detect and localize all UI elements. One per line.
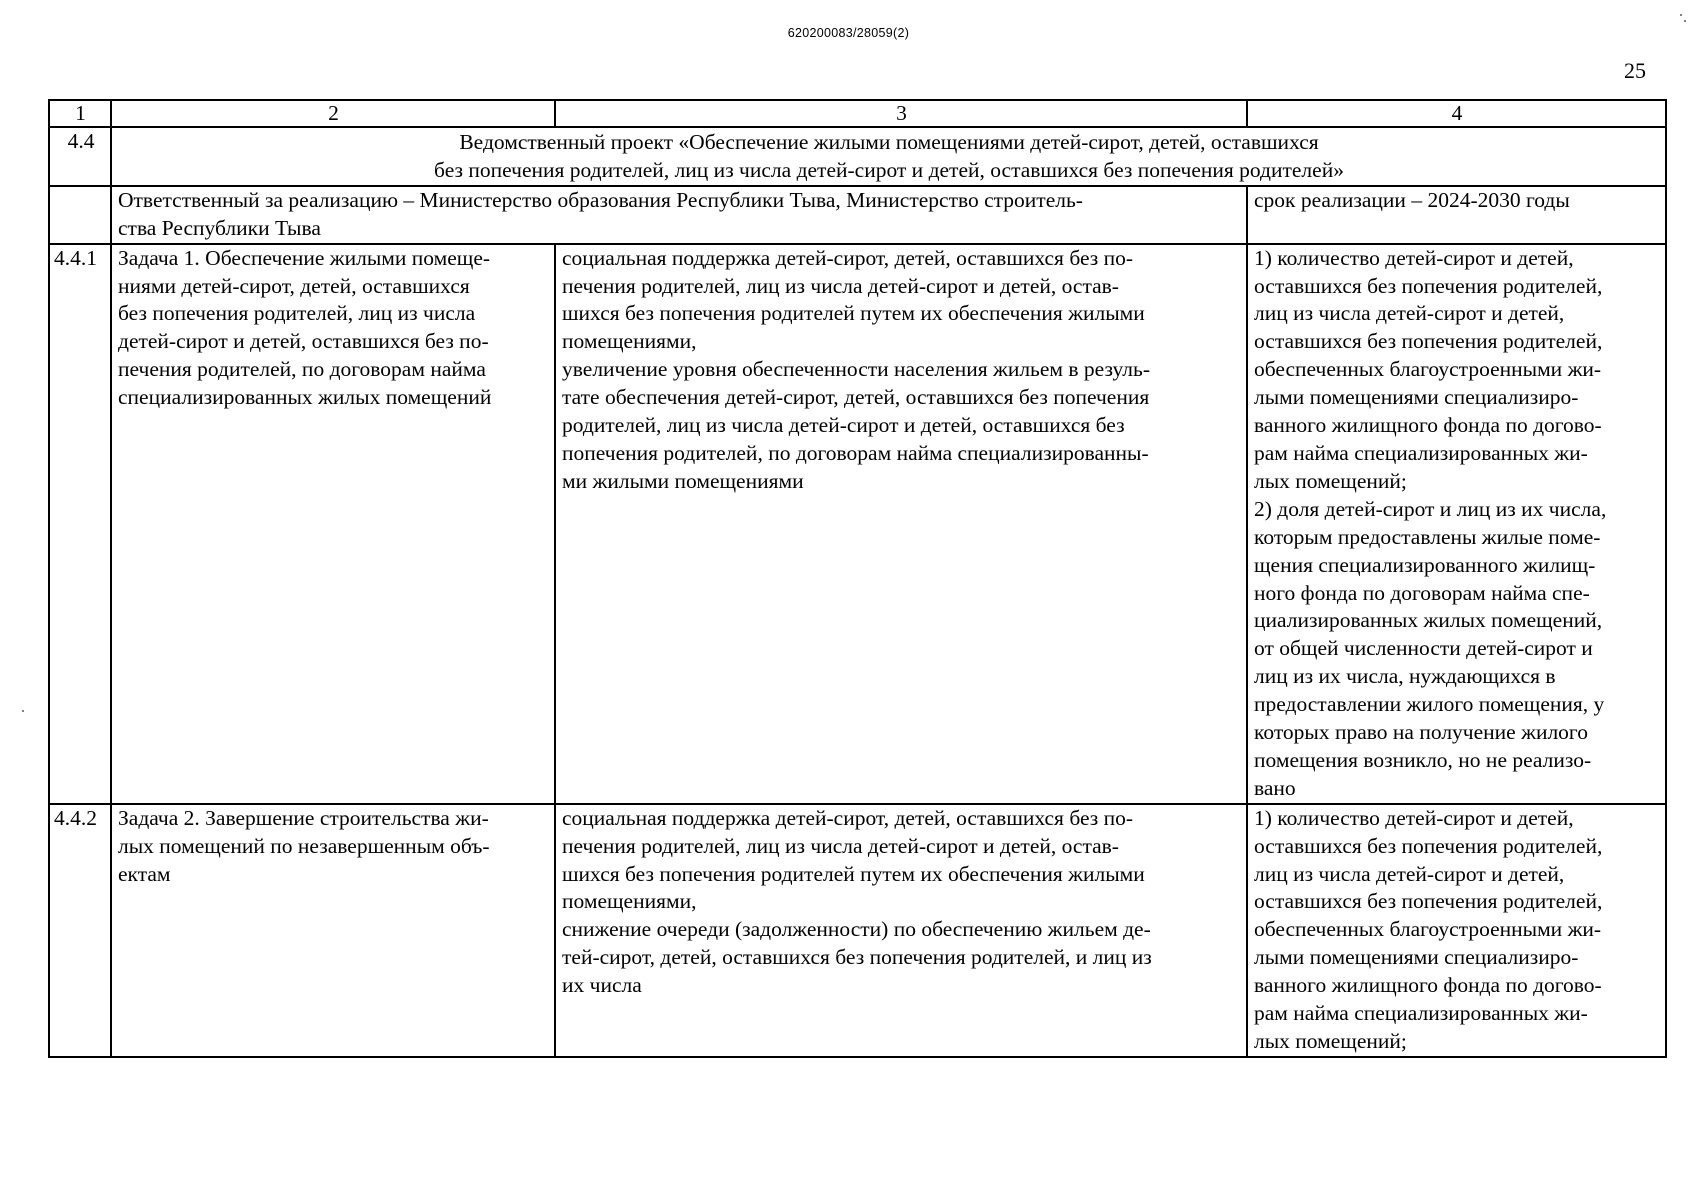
task-effects: социальная поддержка детей-сирот, детей, оставшихся без по- печения родителей, лиц из числа детей-сирот и детей, остав- шихся без попечения родителей путем их обеспечения жилыми помещениями, увеличение уровня обеспеченности населения жильем в резуль- тате обеспечения детей-сирот, детей, оставшихся без попечения родителей, лиц из числа детей-сирот и детей, оставшихся без попечения родителей, по договорам найма специализированны- ми жилыми помещениями (555, 244, 1247, 804)
table-row (49, 804, 1666, 1057)
responsible-line-2: ства Республики Тыва (118, 215, 321, 240)
column-header-row (49, 100, 1666, 127)
column-header-4: 4 (1247, 100, 1666, 127)
implementation-period: срок реализации – 2024-2030 годы (1247, 186, 1666, 244)
responsible-number-cell (49, 186, 111, 244)
project-title-line-2: без попечения родителей, лиц из числа детей-сирот и детей, оставшихся без попечения родителей» (434, 157, 1344, 182)
task-description: Задача 1. Обеспечение жилыми помеще- ниями детей-сирот, детей, оставшихся без попечения родителей, лиц из числа детей-сирот и детей, оставшихся без по- печения родителей, по договорам найма специализированных жилых помещений (111, 244, 555, 804)
responsible-cell (111, 186, 1247, 244)
task-effects: социальная поддержка детей-сирот, детей, оставшихся без по- печения родителей, лиц из числа детей-сирот и детей, остав- шихся без попечения родителей путем их обеспечения жилыми помещениями, снижение очереди (задолженности) по обеспечению жильем де- тей-сирот, детей, оставшихся без попечения родителей, и лиц из их числа (555, 804, 1247, 1057)
project-table (48, 99, 1667, 1058)
page-number: 25 (1624, 58, 1646, 83)
task-indicators: 1) количество детей-сирот и детей, оставшихся без попечения родителей, лиц из числа детей-сирот и детей, оставшихся без попечения родителей, обеспеченных благоустроенными жи- лыми помещениями специализиро- ванного жилищного фонда по догово- рам найма специализированных жи- лых помещений; 2) доля детей-сирот и лиц из их числа, которым предоставлены жилые поме- щения специализированного жилищ- ного фонда по договорам найма спе- циализированных жилых помещений, от общей численности детей-сирот и лиц из их числа, нуждающихся в предоставлении жилого помещения, у которых право на получение жилого помещения возникло, но не реализо- вано (1247, 244, 1666, 804)
column-header-2: 2 (111, 100, 555, 127)
project-number: 4.4 (49, 127, 111, 186)
document-id: 620200083/28059(2) (787, 26, 910, 40)
project-title (111, 127, 1666, 186)
project-title-line-1: Ведомственный проект «Обеспечение жилыми помещениями детей-сирот, детей, оставшихся (459, 130, 1319, 154)
task-indicators: 1) количество детей-сирот и детей, оставшихся без попечения родителей, лиц из числа детей-сирот и детей, оставшихся без попечения родителей, обеспеченных благоустроенными жи- лыми помещениями специализиро- ванного жилищного фонда по догово- рам найма специализированных жи- лых помещений; (1247, 804, 1666, 1057)
responsible-line-1: Ответственный за реализацию – Министерство образования Республики Тыва, Министерство строитель- (118, 187, 1083, 212)
task-number: 4.4.1 (49, 244, 111, 804)
project-row (49, 127, 1666, 186)
scan-speck (1684, 20, 1686, 22)
task-description: Задача 2. Завершение строительства жи- лых помещений по незавершенным объ- ектам (111, 804, 555, 1057)
column-header-3: 3 (555, 100, 1247, 127)
table-row (49, 244, 1666, 804)
task-number: 4.4.2 (49, 804, 111, 1057)
column-header-1: 1 (49, 100, 111, 127)
responsible-row (49, 186, 1666, 244)
scan-speck (1680, 14, 1682, 16)
scan-speck (22, 710, 24, 712)
